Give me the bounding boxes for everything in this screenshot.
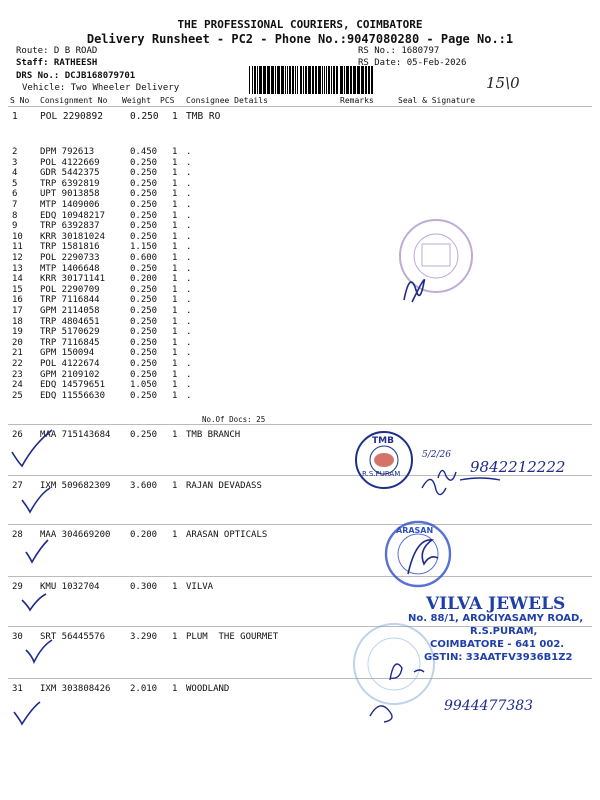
cell-det: . (186, 200, 192, 210)
cell-wt: 3.290 (130, 632, 158, 642)
cell-cn: POL 2290709 (40, 284, 100, 295)
cell-det: . (186, 221, 192, 232)
signature-scribble (404, 280, 425, 302)
cell-wt: 0.250 (130, 348, 158, 359)
rs-date: RS Date: 05-Feb-2026 (358, 58, 467, 68)
cell-cn: TRP 6392837 (40, 221, 100, 232)
cell-pcs: 1 (172, 242, 178, 253)
cell-cn: UPT 9013858 (40, 189, 100, 200)
cell-wt: 0.250 (130, 369, 158, 380)
cell-sno: 28 (12, 530, 23, 540)
cell-cn: TRP 1581816 (40, 242, 100, 253)
cell-det: ARASAN OPTICALS (186, 530, 268, 540)
cell-wt: 0.600 (130, 253, 158, 263)
cell-wt: 0.300 (130, 582, 158, 592)
cell-pcs: 1 (172, 284, 178, 295)
cell-wt: 1.050 (130, 380, 158, 391)
cell-pcs: 1 (172, 221, 178, 232)
cell-sno: 12 (12, 253, 23, 263)
cell-det: . (186, 390, 192, 401)
cell-sno: 29 (12, 582, 23, 592)
cell-pcs: 1 (172, 168, 178, 179)
cell-pcs: 1 (172, 327, 178, 338)
signature-woodland (370, 706, 392, 722)
cell-sno: 31 (12, 684, 23, 694)
cell-cn: GPM 150094 (40, 348, 95, 359)
cell-cn: EDQ 11556630 (40, 390, 106, 401)
check-mark-30 (26, 640, 52, 662)
tmb-date: 5/2/26 (422, 450, 451, 460)
cell-det: . (186, 359, 192, 369)
rs-number: RS No.: 1680797 (358, 46, 440, 56)
cell-wt: 0.250 (130, 157, 158, 168)
cell-det: . (186, 327, 192, 338)
cell-det: . (186, 231, 192, 242)
cell-pcs: 1 (172, 359, 178, 369)
cell-sno: 6 (12, 189, 18, 200)
col-consignment: Consignment No (40, 96, 108, 105)
handwritten-phone-2: 9944477383 (444, 698, 534, 714)
cell-det: . (186, 178, 192, 189)
cell-det: . (186, 253, 192, 263)
cell-wt: 3.600 (130, 481, 158, 491)
cell-wt: 0.250 (130, 430, 158, 440)
cell-pcs: 1 (172, 263, 178, 274)
cell-pcs: 1 (172, 337, 178, 348)
staff: Staff: RATHEESH (16, 58, 98, 68)
cell-wt: 0.250 (130, 231, 158, 242)
cell-wt: 0.450 (130, 147, 158, 157)
cell-det: . (186, 295, 192, 306)
signature-arasan (408, 540, 438, 574)
cell-det: . (186, 157, 192, 168)
cell-cn: MAA 715143684 (40, 430, 111, 440)
cell-wt: 0.250 (130, 210, 158, 221)
tmb-seal-subtext: R.S.PURAM (362, 470, 401, 478)
tmb-seal-text: TMB (372, 436, 394, 446)
cell-sno: 21 (12, 348, 23, 359)
handwritten-phone-1: 9842212222 (470, 458, 566, 476)
check-mark-28 (26, 540, 48, 562)
cell-sno: 17 (12, 306, 23, 316)
cell-wt: 0.250 (130, 316, 158, 327)
col-sno: S No (10, 96, 30, 105)
cell-wt: 0.250 (130, 200, 158, 210)
cell-wt: 0.250 (130, 178, 158, 189)
cell-sno: 15 (12, 284, 23, 295)
cell-sno: 27 (12, 481, 23, 491)
cell-cn: TRP 7116844 (40, 295, 100, 306)
cell-det: PLUM THE GOURMET (186, 632, 279, 642)
cell-det: . (186, 306, 192, 316)
cell-pcs: 1 (172, 231, 178, 242)
cell-det: . (186, 316, 192, 327)
cell-det: TMB BRANCH (186, 430, 241, 440)
check-mark-26 (12, 430, 52, 466)
cell-cn: TRP 6392819 (40, 178, 100, 189)
cell-cn: EDQ 14579651 (40, 380, 106, 391)
col-weight: Weight (122, 96, 151, 105)
cell-wt: 0.200 (130, 530, 158, 540)
cell-cn: GDR 5442375 (40, 168, 100, 179)
drs-number: DRS No.: DCJB168079701 (16, 71, 136, 81)
cell-det: . (186, 210, 192, 221)
cell-pcs: 1 (172, 348, 178, 359)
no-of-docs: No.Of Docs: 25 (202, 415, 266, 424)
cell-wt: 0.250 (130, 337, 158, 348)
cell-wt: 0.200 (130, 274, 158, 285)
cell-pcs: 1 (172, 189, 178, 200)
cell-sno: 7 (12, 200, 18, 210)
cell-sno: 30 (12, 632, 23, 642)
cell-cn: POL 4122669 (40, 157, 100, 168)
cell-pcs: 1 (172, 430, 178, 440)
runsheet-subtitle: Delivery Runsheet - PC2 - Phone No.:9047080280 - Page No.:1 (86, 32, 514, 46)
cell-wt: 0.250 (130, 295, 158, 306)
cell-cn: KRR 30181024 (40, 231, 106, 242)
cell-cn: IXM 509682309 (40, 481, 111, 491)
cell-wt: 0.250 (130, 359, 158, 369)
cell-sno: 10 (12, 231, 23, 242)
cell-sno: 19 (12, 327, 23, 338)
cell-sno: 14 (12, 274, 23, 285)
cell-det: RAJAN DEVADASS (186, 481, 262, 491)
cell-det: . (186, 274, 192, 285)
cell-wt: 0.250 (130, 221, 158, 232)
cell-sno: 22 (12, 359, 23, 369)
cell-pcs: 1 (172, 210, 178, 221)
cell-sno: 25 (12, 390, 23, 401)
cell-sno: 13 (12, 263, 23, 274)
cell-cn: MTP 1406648 (40, 263, 100, 274)
cell-pcs: 1 (172, 306, 178, 316)
vilva-stamp-address3: COIMBATORE - 641 002. (430, 639, 565, 650)
cell-cn: SRT 56445576 (40, 632, 106, 642)
cell-wt: 0.250 (130, 306, 158, 316)
cell-pcs: 1 (172, 632, 178, 642)
cell-pcs: 1 (172, 684, 178, 694)
cell-wt: 2.010 (130, 684, 158, 694)
cell-det: VILVA (186, 582, 214, 592)
cell-cn: TRP 7116845 (40, 337, 100, 348)
company-title: THE PROFESSIONAL COURIERS, COIMBATORE (177, 18, 423, 31)
cell-pcs: 1 (172, 481, 178, 491)
cell-sno: 11 (12, 242, 23, 253)
cell-sno: 16 (12, 295, 23, 306)
cell-det: . (186, 189, 192, 200)
cell-det: . (186, 147, 192, 157)
cell-pcs: 1 (172, 274, 178, 285)
cell-det: . (186, 168, 192, 179)
cell-det: . (186, 337, 192, 348)
cell-pcs: 1 (172, 295, 178, 306)
cell-sno: 18 (12, 316, 23, 327)
cell-det: WOODLAND (186, 684, 230, 694)
cell-cn: DPM 792613 (40, 147, 95, 157)
cell-det: . (186, 263, 192, 274)
cell-sno: 5 (12, 178, 18, 189)
cell-sno: 9 (12, 221, 18, 232)
cell-cn: KRR 30171141 (40, 274, 106, 285)
col-remarks: Remarks (340, 96, 374, 105)
cell-sno: 26 (12, 430, 23, 440)
cell-sno: 4 (12, 168, 18, 179)
cell-wt: 1.150 (130, 242, 158, 253)
cell-wt: 0.250 (130, 390, 158, 401)
cell-pcs: 1 (172, 380, 178, 391)
cell-cn: GPM 2114058 (40, 306, 100, 316)
route: Route: D B ROAD (16, 46, 98, 56)
cell-det: . (186, 242, 192, 253)
cell-pcs: 1 (172, 530, 178, 540)
vilva-stamp-gstin: GSTIN: 33AATFV3936B1Z2 (424, 652, 573, 663)
vilva-stamp-address1: No. 88/1, AROKIYASAMY ROAD, (408, 613, 584, 624)
cell-cn: TRP 5170629 (40, 327, 100, 338)
cell-det: . (186, 380, 192, 391)
cell-det: . (186, 348, 192, 359)
cell-cn: IXM 303808426 (40, 684, 111, 694)
cell-cn: EDQ 10948217 (40, 210, 106, 221)
vehicle: Vehicle: Two Wheeler Delivery (22, 83, 180, 93)
vilva-stamp-name: VILVA JEWELS (426, 594, 566, 614)
signature-rajan (422, 479, 446, 494)
cell-wt: 0.250 (130, 189, 158, 200)
cell-cn: GPM 2109102 (40, 369, 100, 380)
cell-pcs: 1 (172, 178, 178, 189)
cell-cn: POL 4122674 (40, 359, 100, 369)
check-mark-27 (22, 488, 50, 512)
cell-pcs: 1 (172, 147, 178, 157)
check-mark-31 (14, 702, 40, 724)
cell-wt: 0.250 (130, 284, 158, 295)
arasan-seal-text: ARASAN (396, 526, 434, 535)
cell-sno: 3 (12, 157, 18, 168)
cell-pcs: 1 (172, 369, 178, 380)
cell-pcs: 1 (172, 253, 178, 263)
col-seal: Seal & Signature (398, 96, 476, 105)
vilva-stamp-address2: R.S.PURAM, (470, 626, 538, 637)
cell-sno: 24 (12, 380, 23, 391)
cell-cn: MAA 304669200 (40, 530, 111, 540)
cell-cn: POL 2290733 (40, 253, 100, 263)
cell-det: . (186, 369, 192, 380)
cell-wt: 0.250 (130, 168, 158, 179)
cell-det: . (186, 284, 192, 295)
col-details: Consignee Details (186, 96, 268, 105)
check-mark-29 (22, 594, 46, 610)
cell-pcs: 1 (172, 200, 178, 210)
cell-pcs: 1 (172, 390, 178, 401)
faded-seal (354, 624, 434, 704)
cell-sno: 8 (12, 210, 18, 221)
cell-pcs: 1 (172, 582, 178, 592)
cell-wt: 0.250 (130, 327, 158, 338)
cell-cn: KMU 1032704 (40, 582, 100, 592)
cell-wt: 0.250 (130, 263, 158, 274)
purple-seal (400, 220, 472, 292)
cell-sno: 2 (12, 147, 18, 157)
col-pcs: PCS (160, 96, 175, 105)
cell-pcs: 1 (172, 157, 178, 168)
cell-sno: 23 (12, 369, 23, 380)
table-row: 1 POL 2290892 0.250 1 TMB RO (12, 111, 221, 122)
cell-cn: TRP 4804651 (40, 316, 100, 327)
cell-cn: MTP 1409006 (40, 200, 100, 210)
handwritten-count: 15\0 (486, 74, 520, 92)
cell-sno: 20 (12, 337, 23, 348)
cell-pcs: 1 (172, 316, 178, 327)
